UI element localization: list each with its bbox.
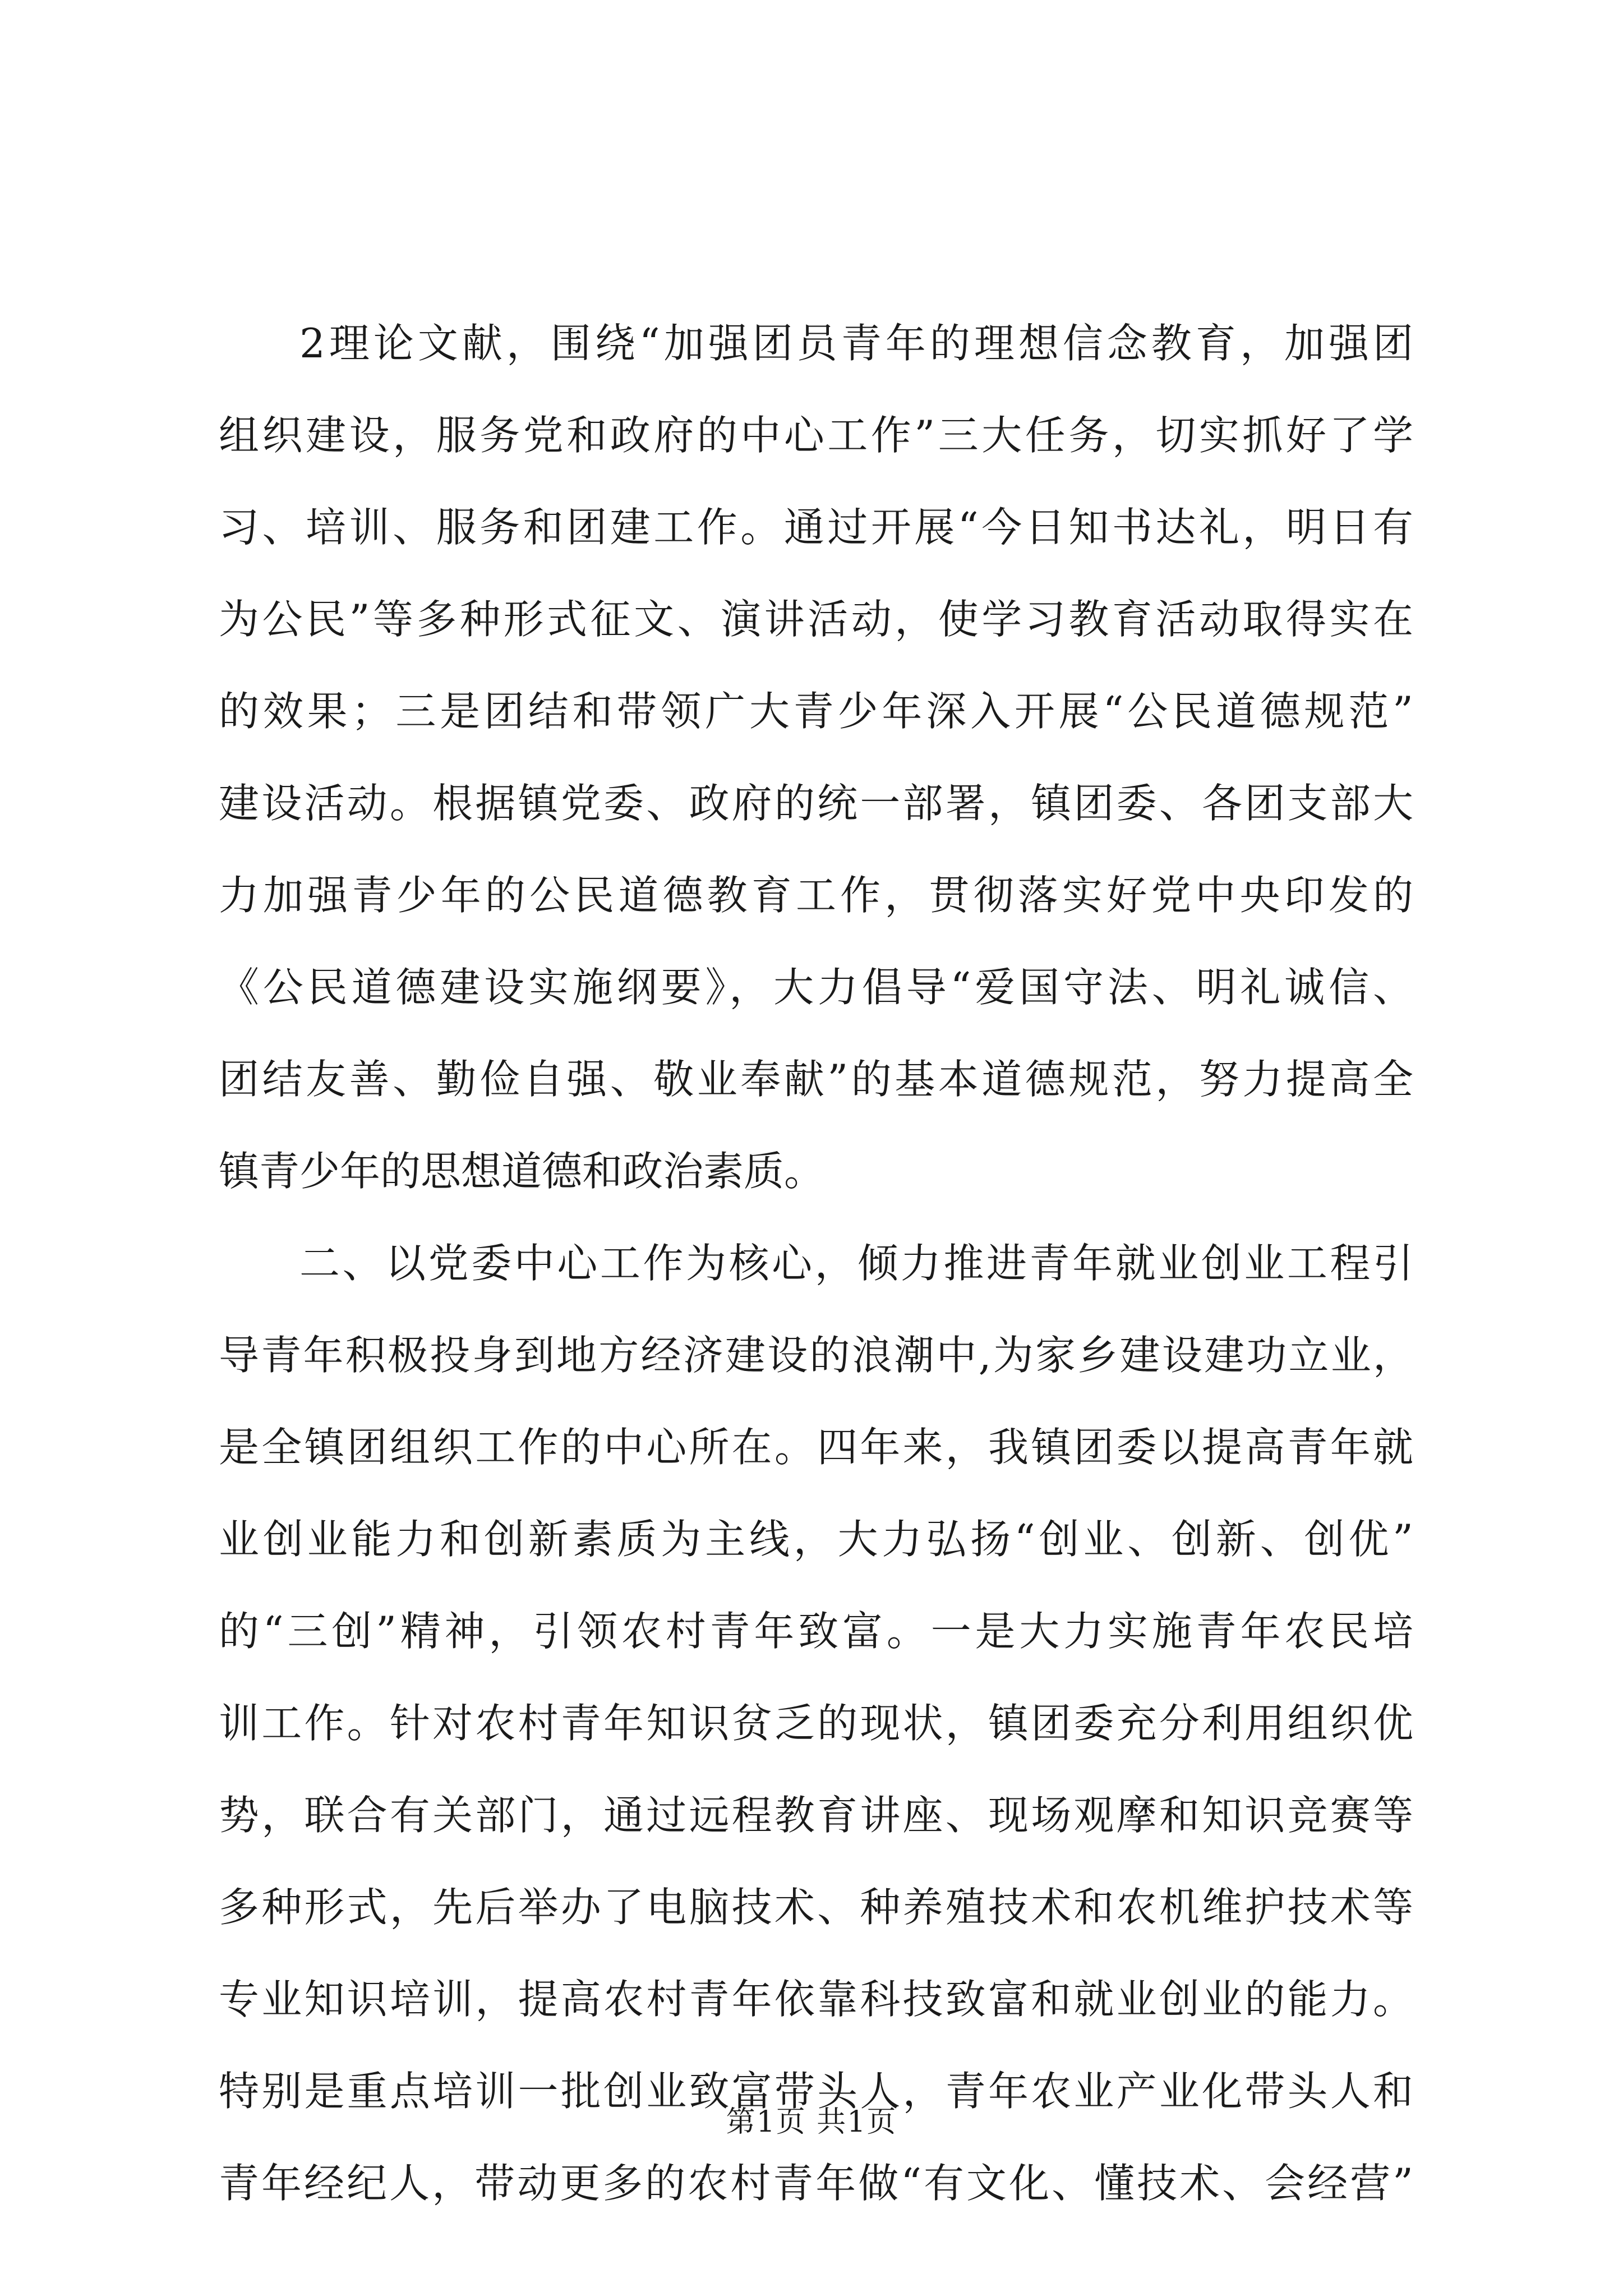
paragraph-2-line-2: 导青年积极投身到地方经济建设的浪潮中,为家乡建设建功立业， (219, 1332, 1413, 1379)
page-number-footer: 第1页 共1页 (726, 2105, 897, 2139)
paragraph-1-line-2: 组织建设，服务党和政府的中心工作”三大任务，切实抓好了学 (219, 412, 1413, 459)
paragraph-2-line-6: 训工作。针对农村青年知识贫乏的现状，镇团委充分利用组织优 (219, 1700, 1413, 1747)
paragraph-2-line-1: 二、以党委中心工作为核心，倾力推进青年就业创业工程引 (299, 1240, 1413, 1287)
paragraph-2-line-4: 业创业能力和创新素质为主线，大力弘扬“创业、创新、创优” (219, 1516, 1413, 1563)
paragraph-2-line-11: 青年经纪人，带动更多的农村青年做“有文化、懂技术、会经营” (219, 2160, 1413, 2207)
paragraph-2-line-9: 专业知识培训，提高农村青年依靠科技致富和就业创业的能力。 (219, 1976, 1413, 2023)
paragraph-1-line-4: 为公民”等多种形式征文、演讲活动，使学习教育活动取得实在 (219, 596, 1413, 643)
paragraph-1-line-7: 力加强青少年的公民道德教育工作，贯彻落实好党中央印发的 (219, 872, 1413, 919)
paragraph-2-line-3: 是全镇团组织工作的中心所在。四年来，我镇团委以提高青年就 (219, 1424, 1413, 1471)
paragraph-2-line-8: 多种形式，先后举办了电脑技术、种养殖技术和农机维护技术等 (219, 1884, 1413, 1931)
paragraph-2-line-5: 的“三创”精神，引领农村青年致富。一是大力实施青年农民培 (219, 1608, 1413, 1655)
paragraph-2-line-10: 特别是重点培训一批创业致富带头人，青年农业产业化带头人和 (219, 2068, 1413, 2115)
paragraph-1-line-6: 建设活动。根据镇党委、政府的统一部署，镇团委、各团支部大 (219, 780, 1413, 827)
paragraph-1-line-1: 2理论文献，围绕“加强团员青年的理想信念教育，加强团 (299, 320, 1413, 367)
paragraph-1-line-9: 团结友善、勤俭自强、敬业奉献”的基本道德规范，努力提高全 (219, 1056, 1413, 1103)
paragraph-1-line-8: 《公民道德建设实施纲要》，大力倡导“爱国守法、明礼诚信、 (219, 964, 1413, 1011)
paragraph-1-line-5: 的效果；三是团结和带领广大青少年深入开展“公民道德规范” (219, 688, 1413, 735)
document-body (219, 297, 1413, 2229)
paragraph-1-line-3: 习、培训、服务和团建工作。通过开展“今日知书达礼，明日有 (219, 504, 1413, 551)
paragraph-1-line-10: 镇青少年的思想道德和政治素质。 (219, 1148, 825, 1195)
paragraph-2-line-7: 势，联合有关部门，通过远程教育讲座、现场观摩和知识竞赛等 (219, 1792, 1413, 1839)
